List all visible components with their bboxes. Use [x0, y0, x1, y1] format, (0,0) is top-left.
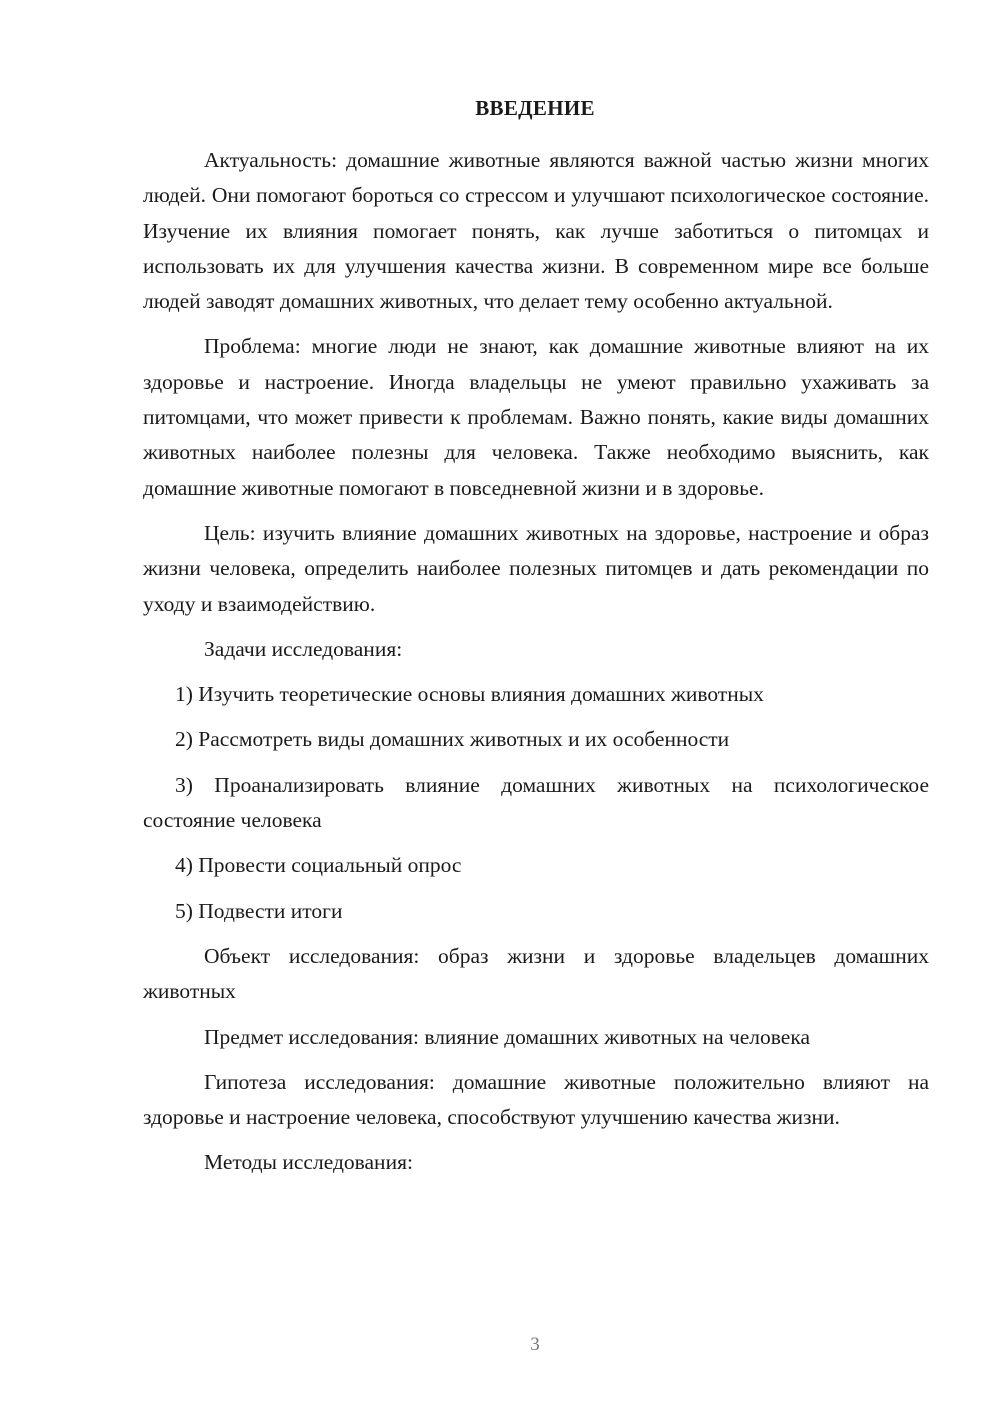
- paragraph-relevance: Актуальность: домашние животные являются важной частью жизни многих людей. Они помогают бороться со стрессом и улучшают психологическое состояние. Изучение их влияния помогает понять, как лучше заботиться о питомцах и использовать их для улучшения качества жизни. В современном мире все больше людей заводят домашних животных, что делает тему особенно актуальной.: [143, 148, 929, 314]
- body-text: [143, 143, 929, 1191]
- task-item: 5) Подвести итоги: [175, 898, 343, 923]
- task-item: 2) Рассмотреть виды домашних животных и их особенности: [175, 727, 730, 752]
- task-item: 3) Проанализировать влияние домашних животных на психологическое состояние человека: [143, 772, 929, 833]
- paragraph-object: Объект исследования: образ жизни и здоровье владельцев домашних животных: [143, 943, 929, 1004]
- page-number: 3: [530, 1334, 540, 1355]
- section-heading: ВВЕДЕНИЕ: [475, 96, 595, 120]
- task-item: 4) Провести социальный опрос: [175, 853, 462, 878]
- paragraph-tasks-title: Задачи исследования:: [204, 636, 403, 661]
- paragraph-methods: Методы исследования:: [204, 1150, 413, 1175]
- paragraph-subject: Предмет исследования: влияние домашних животных на человека: [204, 1024, 811, 1049]
- task-item: 1) Изучить теоретические основы влияния домашних животных: [175, 682, 764, 707]
- paragraph-goal: Цель: изучить влияние домашних животных на здоровье, настроение и образ жизни человека, определить наиболее полезных питомцев и дать рекомендации по уходу и взаимодействию.: [143, 520, 929, 616]
- paragraph-hypothesis: Гипотеза исследования: домашние животные положительно влияют на здоровье и настроение человека, способствуют улучшению качества жизни.: [143, 1069, 929, 1130]
- paragraph-problem: Проблема: многие люди не знают, как домашние животные влияют на их здоровье и настроение. Иногда владельцы не умеют правильно ухаживать за питомцами, что может привести к проблемам. Важно понять, какие виды домашних животных наиболее полезны для человека. Также необходимо выяснить, как домашние животные помогают в повседневной жизни и в здоровье.: [143, 334, 929, 500]
